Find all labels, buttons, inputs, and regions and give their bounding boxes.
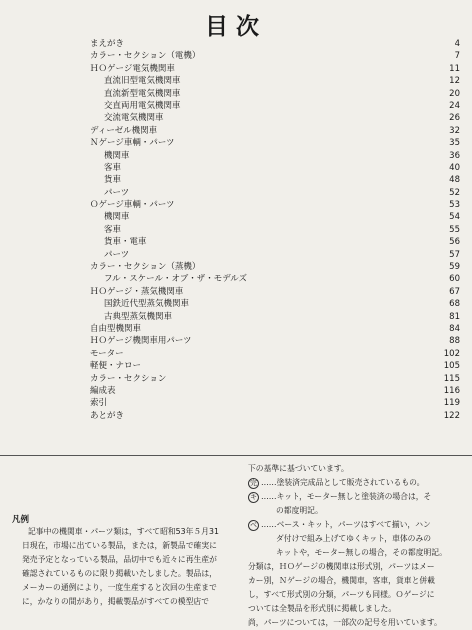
hanrei-text: し，すべて形式別の分類，パーツも同様。Ｏゲージに (248, 590, 435, 599)
hanrei-text: ……塗装済完成品として販売されているもの。 (261, 478, 425, 487)
toc-entry-page: 24 (449, 100, 460, 111)
toc-entry-label: ＨＯゲージ機関車用パーツ (90, 336, 192, 347)
toc-entry-label: パーツ (104, 187, 130, 198)
toc-entry-label: 機関車 (104, 150, 130, 161)
toc-entry-page: 55 (449, 224, 460, 235)
toc-entry-label: 古典型蒸気機関車 (104, 311, 173, 322)
toc-entry-page: 105 (443, 361, 460, 372)
hanrei-right-column (248, 462, 468, 630)
toc-entry-label: 直流旧型電気機関車 (104, 76, 181, 87)
toc-entry (0, 88, 472, 100)
circled-symbol: 完 (250, 479, 257, 487)
toc-entry (0, 261, 472, 273)
toc-entry-page: 54 (449, 212, 460, 223)
toc-entry-page: 60 (449, 274, 460, 285)
toc-entry-label: カラー・セクション (90, 373, 167, 384)
hanrei-text-line (248, 602, 468, 616)
toc-entry-label: モーター (90, 348, 124, 359)
hanrei-text-line (248, 490, 468, 504)
toc-entry-page: 88 (449, 336, 460, 347)
hanrei-text: 下の基準に基づいています。 (248, 464, 349, 473)
hanrei-text: カー別，Ｎゲージの場合，機関車，客車，貨車と併載 (248, 576, 435, 585)
hanrei-text-line (248, 532, 468, 546)
toc-entry (0, 236, 472, 248)
toc-entry (0, 211, 472, 223)
toc-entry-page: 122 (443, 410, 460, 421)
toc-entry-page: 11 (449, 63, 460, 74)
toc-entry-page: 53 (449, 200, 460, 211)
hanrei-text-line: 日現在，市場に出ている製品，または，新製品で確実に (22, 541, 217, 550)
hanrei-text: ダ付けで組み上げてゆくキット，車体のみの (276, 534, 432, 543)
toc-entry (0, 298, 472, 310)
hanrei-text-line (248, 616, 468, 630)
toc-entry (0, 75, 472, 87)
hanrei-text-line (248, 476, 468, 490)
hanrei-text-line (248, 504, 468, 518)
toc-entry (0, 150, 472, 162)
hanrei-text: ……キット，モーター無しと塗装済の場合は，そ (261, 492, 432, 501)
hanrei-left-column (22, 525, 234, 609)
toc-entry-page: 26 (449, 113, 460, 124)
toc-entry-label: ＨＯゲージ電気機関車 (90, 63, 175, 74)
toc-entry-page: 67 (449, 286, 460, 297)
toc-entry-page: 115 (443, 373, 460, 384)
table-of-contents (0, 38, 472, 422)
toc-entry-page: 57 (449, 249, 460, 260)
toc-entry-page: 59 (449, 262, 460, 273)
hanrei-heading: 凡例 (12, 515, 30, 525)
hanrei-text: 分類は，ＨＯゲージの機関車は形式別，パーツはメー (248, 562, 435, 571)
page-title: 目次 (205, 14, 267, 40)
toc-entry-page: 12 (449, 76, 460, 87)
hanrei-text: 尚，パーツについては，一部次の記号を用いています。 (248, 618, 442, 627)
toc-entry (0, 397, 472, 409)
toc-entry-page: 20 (449, 88, 460, 99)
toc-entry-label: パーツ (104, 249, 130, 260)
toc-entry (0, 348, 472, 360)
toc-entry (0, 323, 472, 335)
toc-entry-label: フル・スケール・オブ・ザ・モデルズ (104, 274, 248, 285)
toc-entry-page: 32 (449, 125, 460, 136)
toc-entry-label: 交直両用電気機関車 (104, 100, 181, 111)
toc-entry (0, 249, 472, 261)
toc-entry (0, 360, 472, 372)
toc-entry-label: 編成表 (90, 385, 116, 396)
hanrei-text: の都度明記。 (276, 506, 323, 515)
toc-entry-label: まえがき (90, 39, 125, 49)
section-divider (0, 455, 472, 456)
toc-entry-page: 52 (449, 187, 460, 198)
toc-entry-label: 自由型機関車 (90, 323, 142, 334)
toc-entry-page: 36 (449, 150, 460, 161)
toc-entry-label: Ｏゲージ車輌・パーツ (90, 200, 175, 211)
toc-entry-page: 7 (454, 51, 460, 62)
toc-entry (0, 199, 472, 211)
toc-entry-page: 4 (454, 39, 460, 49)
hanrei-text-line (248, 462, 468, 476)
toc-entry (0, 38, 472, 50)
toc-entry-label: 貨車 (104, 175, 122, 186)
toc-entry-page: 40 (449, 162, 460, 173)
toc-entry-page: 81 (449, 311, 460, 322)
hanrei-text: ……ベース・キット，パーツはすべて揃い，ハン (261, 520, 431, 529)
toc-entry (0, 224, 472, 236)
toc-entry-page: 68 (449, 299, 460, 310)
toc-entry-label: 客車 (104, 162, 122, 173)
toc-entry-label: カラー・セクション（電機） (90, 51, 201, 62)
circled-symbol: キ (250, 493, 257, 501)
hanrei-text-line (248, 560, 468, 574)
toc-entry (0, 125, 472, 137)
toc-entry-page: 116 (443, 385, 460, 396)
toc-entry (0, 187, 472, 199)
hanrei-text-line: 記事中の機関車・パーツ類は，すべて昭和53年５月31 (28, 527, 219, 536)
hanrei-text-line: 発売予定となっている製品，品切中でも近々に再生産が (22, 555, 217, 564)
toc-entry (0, 50, 472, 62)
circled-symbol: ベ (250, 521, 257, 529)
toc-entry (0, 373, 472, 385)
toc-entry-page: 56 (449, 237, 460, 248)
toc-entry-label: 客車 (104, 224, 122, 235)
toc-entry-label: 軽便・ナロー (90, 361, 142, 372)
toc-entry (0, 174, 472, 186)
hanrei-text: ついては全製品を形式別に掲載しました。 (248, 604, 397, 613)
toc-entry (0, 100, 472, 112)
toc-entry (0, 273, 472, 285)
hanrei-text-line: メーカーの通例により，一度生産すると次回の生産まで (22, 583, 217, 592)
toc-entry-page: 119 (443, 398, 460, 409)
hanrei-text-line (248, 546, 468, 560)
toc-entry (0, 162, 472, 174)
toc-entry-label: 貨車・電車 (104, 237, 147, 248)
hanrei-text-line (248, 518, 468, 532)
toc-entry (0, 311, 472, 323)
toc-entry (0, 112, 472, 124)
toc-entry (0, 385, 472, 397)
hanrei-text: キットや，モーター無しの場合，その都度明記。 (276, 548, 447, 557)
toc-entry (0, 335, 472, 347)
toc-entry-page: 35 (449, 138, 460, 149)
toc-entry (0, 137, 472, 149)
toc-entry-label: ディーゼル機関車 (90, 125, 158, 136)
toc-entry-label: 機関車 (104, 212, 130, 223)
toc-entry (0, 63, 472, 75)
toc-entry-label: カラー・セクション（蒸機） (90, 262, 201, 273)
toc-entry-label: 直流新型電気機関車 (104, 88, 181, 99)
toc-entry-label: 国鉄近代型蒸気機関車 (104, 299, 190, 310)
toc-entry (0, 286, 472, 298)
toc-entry-page: 102 (443, 348, 460, 359)
toc-entry-label: Ｎゲージ車輌・パーツ (90, 138, 175, 149)
hanrei-text-line (248, 574, 468, 588)
toc-entry (0, 410, 472, 422)
toc-entry-page: 48 (449, 175, 460, 186)
toc-entry-label: 交流電気機関車 (104, 113, 164, 124)
toc-entry-page: 84 (449, 323, 460, 334)
hanrei-text-line: に，かなりの間があり，掲載製品がすべての模型店で (22, 597, 209, 606)
toc-entry-label: 索引 (90, 398, 108, 409)
hanrei-text-line: 確認されているものに限り掲載いたしました。製品は， (22, 569, 217, 578)
toc-entry-label: ＨＯゲージ・蒸気機関車 (90, 286, 184, 297)
toc-entry-label: あとがき (90, 410, 125, 421)
